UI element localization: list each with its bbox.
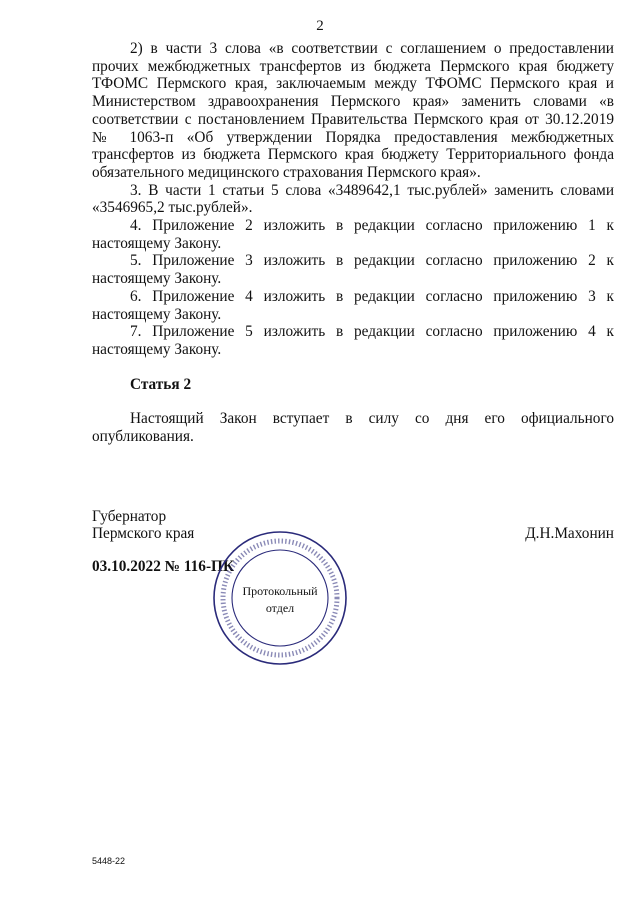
paragraph-amendment-2: 2) в части 3 слова «в соответствии с соглашением о предоставлении прочих межбюджетных трансфертов из бюджета Пермского края бюджету ТФОМС Пермского края, заключаемым между ТФОМС Пермского края и Министерством здравоохранения Пермского края» заменить словами «в соответствии с постановлением Правительства Пермского края от 30.12.2019 № 1063-п «Об утверждении Порядка предоставления межбюджетных трансфертов из бюджета Пермского края бюджету Территориального фонда обязательного медицинского страхования Пермского края». [92,40,614,181]
signatory-position [92,508,194,542]
law-date-number: 03.10.2022 № 116-ПК [92,558,235,575]
paragraph-amendment-7: 7. Приложение 5 изложить в редакции согласно приложению 4 к настоящему Закону. [92,323,614,358]
paragraph-amendment-6: 6. Приложение 4 изложить в редакции согласно приложению 3 к настоящему Закону. [92,287,614,323]
signatory-name: Д.Н.Махонин [525,525,614,542]
document-body [92,40,614,446]
document-code: 5448-22 [92,856,126,866]
official-stamp [209,527,351,669]
stamp-center-line1: Протокольный [242,584,318,598]
paragraph-amendment-3: 3. В части 1 статьи 5 слова «3489642,1 тыс.рублей» заменить словами «3546965,2 тыс.рублей». [92,181,614,217]
paragraph-amendment-4: 4. Приложение 2 изложить в редакции согласно приложению 1 к настоящему Закону. [92,217,614,252]
stamp-inner-ring [232,550,328,646]
signatory-position-line1: Губернатор [92,508,167,525]
stamp-center-line2: отдел [265,601,295,615]
signatory-position-line2: Пермского края [92,525,195,542]
paragraph-amendment-5: 5. Приложение 3 изложить в редакции согласно приложению 2 к настоящему Закону. [92,252,614,288]
stamp-ring-lettering [223,541,337,655]
stamp-outer-ring [214,532,346,664]
page-number: 2 [316,18,324,34]
article-2-text: Настоящий Закон вступает в силу со дня его официального опубликования. [92,410,614,446]
article-2-title: Статья 2 [130,375,192,393]
